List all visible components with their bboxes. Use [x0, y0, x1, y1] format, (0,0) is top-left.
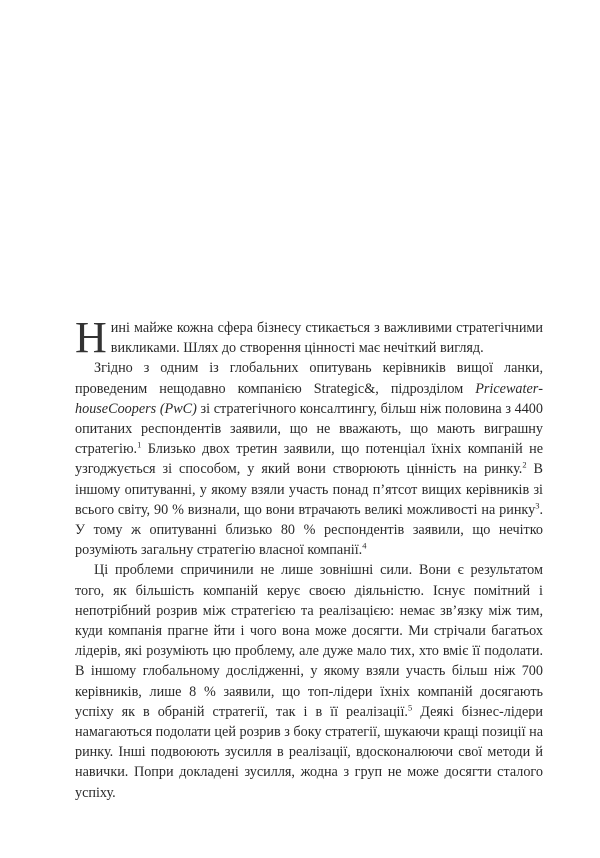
text-run: Деякі бізнес-лідери намагаються подолати цей розрив з боку стратегії, шукаючи кращі позиції на ринку. Інші подвоюють зусилля в реалізації, вдосконалюючи свої методи й навички. Попри докладені зусилля, жодна з груп не може досягти сталого успіху. [75, 703, 543, 801]
text-run: Ці проблеми спричинили не лише зовнішні сили. Вони є результатом того, як більшість компаній керує своєю діяльністю. Існує помітний і непотрібний розрив між стратегією та реалізацією: немає зв’язку між тим, куди компанія прагне йти і чого вона може досягти. Ми стрічали багатьох лідерів, які розуміють цю проблему, але дуже мало тих, хто вміє її подолати. В іншому глобальному дослідженні, у якому взяли участь більш ніж 700 керівників, лише 8 % заявили, що топ-лідери їхніх компаній досягають успіху як в обраній стратегії, так і в її реалізації. [75, 562, 543, 720]
text-run: В іншому опитуванні, у якому взяли участь понад п’ятсот вищих керівників зі всього світу, 90 % визнали, що вони втрачають великі можливості на ринку [75, 461, 544, 518]
footnote-ref-4: 4 [362, 540, 367, 551]
footnote-ref-2: 2 [522, 459, 527, 470]
footnote-ref-5: 5 [407, 702, 413, 713]
text-run: . У тому ж опитуванні близько 80 % респондентів заявили, що нечітко розуміють загальну стратегію власної компанії. [75, 501, 543, 559]
company-name-italic: PricewaterhouseCoopers (PwC) [75, 380, 543, 417]
footnote-ref-3: 3 [535, 500, 540, 511]
paragraph-1 [75, 313, 543, 362]
text-run: зі стратегічного консалтингу, більш ніж половина з 4400 опитаних респондентів заявили, що не вважають, що мають виграшну стратегію. [75, 400, 543, 458]
body-text [75, 313, 544, 803]
paragraph-2 [75, 358, 543, 560]
footnote-ref-1: 1 [137, 439, 142, 450]
text-run: Близько двох третин заявили, що потенціал їхніх компаній не узгоджується зі способом, у який вони створюють цінність на ринку. [75, 441, 543, 478]
paragraph-1-text: ині майже кожна сфера бізнесу стикається з важливими стратегічними викликами. Шлях до створення цінності має нечіткий вигляд. [110, 320, 543, 357]
text-run: Згідно з одним із глобальних опитувань керівників вищої ланки, проведеним нещодавно компанією Strategic&, підрозділом [75, 360, 543, 397]
drop-cap: Н [75, 313, 107, 362]
paragraph-3 [75, 560, 543, 802]
